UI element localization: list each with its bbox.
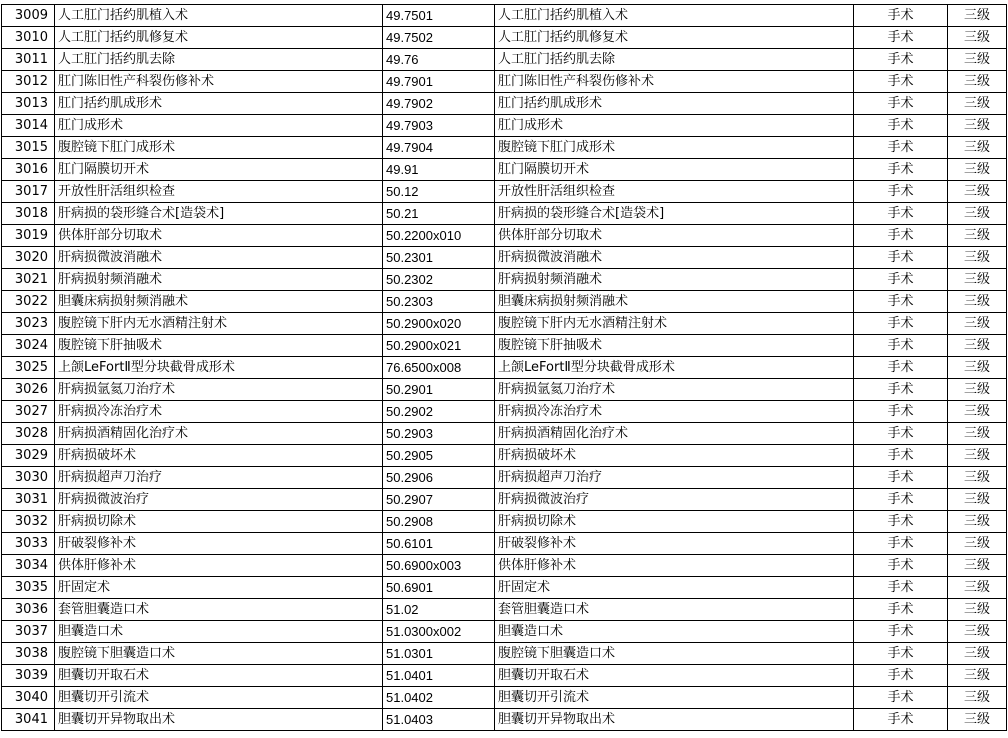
table-row — [2, 291, 1007, 313]
level-cell: 三级 — [948, 621, 1007, 643]
level-cell: 三级 — [948, 115, 1007, 137]
procedure-name-standard-cell: 肝病损射频消融术 — [495, 269, 854, 291]
procedure-name-standard-cell: 人工肛门括约肌去除 — [495, 49, 854, 71]
table-row — [2, 27, 1007, 49]
level-cell: 三级 — [948, 687, 1007, 709]
procedure-name-cell: 肝破裂修补术 — [55, 533, 383, 555]
row-number-cell: 3033 — [2, 533, 55, 555]
category-cell: 手术 — [854, 49, 948, 71]
procedure-code-cell: 49.7904 — [383, 137, 495, 159]
procedure-name-standard-cell: 胆囊切开引流术 — [495, 687, 854, 709]
level-cell: 三级 — [948, 291, 1007, 313]
procedure-name-standard-cell: 人工肛门括约肌修复术 — [495, 27, 854, 49]
category-cell: 手术 — [854, 533, 948, 555]
category-cell: 手术 — [854, 665, 948, 687]
procedure-code-cell: 50.2908 — [383, 511, 495, 533]
procedure-name-standard-cell: 肝病损微波消融术 — [495, 247, 854, 269]
procedure-code-cell: 49.76 — [383, 49, 495, 71]
procedure-name-standard-cell: 胆囊切开取石术 — [495, 665, 854, 687]
procedure-name-cell: 供体肝修补术 — [55, 555, 383, 577]
procedure-name-cell: 肝病损微波治疗 — [55, 489, 383, 511]
category-cell: 手术 — [854, 445, 948, 467]
category-cell: 手术 — [854, 687, 948, 709]
table-body — [2, 5, 1007, 731]
row-number-cell: 3013 — [2, 93, 55, 115]
procedure-name-cell: 胆囊切开取石术 — [55, 665, 383, 687]
category-cell: 手术 — [854, 577, 948, 599]
row-number-cell: 3011 — [2, 49, 55, 71]
procedure-name-standard-cell: 肝病损的袋形缝合术[造袋术] — [495, 203, 854, 225]
procedure-code-cell: 50.21 — [383, 203, 495, 225]
table-row — [2, 247, 1007, 269]
procedure-name-standard-cell: 开放性肝活组织检查 — [495, 181, 854, 203]
procedure-code-cell: 50.2302 — [383, 269, 495, 291]
procedure-code-cell: 50.2200x010 — [383, 225, 495, 247]
procedure-name-cell: 胆囊切开异物取出术 — [55, 709, 383, 731]
row-number-cell: 3015 — [2, 137, 55, 159]
table-row — [2, 665, 1007, 687]
category-cell: 手术 — [854, 291, 948, 313]
procedure-name-standard-cell: 供体肝修补术 — [495, 555, 854, 577]
table-row — [2, 225, 1007, 247]
procedure-name-standard-cell: 肝破裂修补术 — [495, 533, 854, 555]
level-cell: 三级 — [948, 313, 1007, 335]
procedure-name-standard-cell: 肝病损破坏术 — [495, 445, 854, 467]
table-row — [2, 181, 1007, 203]
category-cell: 手术 — [854, 159, 948, 181]
row-number-cell: 3022 — [2, 291, 55, 313]
procedure-code-cell: 49.7902 — [383, 93, 495, 115]
table-row — [2, 137, 1007, 159]
row-number-cell: 3030 — [2, 467, 55, 489]
procedure-name-cell: 腹腔镜下胆囊造口术 — [55, 643, 383, 665]
procedure-name-cell: 肛门括约肌成形术 — [55, 93, 383, 115]
procedure-code-cell: 49.91 — [383, 159, 495, 181]
procedure-name-cell: 肝病损射频消融术 — [55, 269, 383, 291]
category-cell: 手术 — [854, 71, 948, 93]
procedure-name-standard-cell: 肝病损冷冻治疗术 — [495, 401, 854, 423]
procedure-code-cell: 50.2907 — [383, 489, 495, 511]
table-row — [2, 71, 1007, 93]
level-cell: 三级 — [948, 181, 1007, 203]
procedure-code-cell: 51.0300x002 — [383, 621, 495, 643]
procedure-code-cell: 50.2905 — [383, 445, 495, 467]
procedure-code-cell: 51.0401 — [383, 665, 495, 687]
category-cell: 手术 — [854, 555, 948, 577]
category-cell: 手术 — [854, 423, 948, 445]
category-cell: 手术 — [854, 225, 948, 247]
procedure-name-standard-cell: 肝病损酒精固化治疗术 — [495, 423, 854, 445]
level-cell: 三级 — [948, 335, 1007, 357]
procedure-name-cell: 肛门成形术 — [55, 115, 383, 137]
category-cell: 手术 — [854, 203, 948, 225]
procedure-code-cell: 51.02 — [383, 599, 495, 621]
row-number-cell: 3029 — [2, 445, 55, 467]
level-cell: 三级 — [948, 137, 1007, 159]
row-number-cell: 3026 — [2, 379, 55, 401]
table-row — [2, 5, 1007, 27]
table-row — [2, 643, 1007, 665]
level-cell: 三级 — [948, 401, 1007, 423]
procedure-name-standard-cell: 腹腔镜下肝内无水酒精注射术 — [495, 313, 854, 335]
procedure-name-cell: 肝病损氩氦刀治疗术 — [55, 379, 383, 401]
category-cell: 手术 — [854, 489, 948, 511]
procedure-name-cell: 肝病损冷冻治疗术 — [55, 401, 383, 423]
procedure-name-standard-cell: 肛门括约肌成形术 — [495, 93, 854, 115]
procedure-name-cell: 腹腔镜下肝抽吸术 — [55, 335, 383, 357]
procedure-name-standard-cell: 肝病损氩氦刀治疗术 — [495, 379, 854, 401]
row-number-cell: 3038 — [2, 643, 55, 665]
table-row — [2, 621, 1007, 643]
procedure-name-cell: 肝病损切除术 — [55, 511, 383, 533]
procedure-code-cell: 50.12 — [383, 181, 495, 203]
procedure-code-cell: 76.6500x008 — [383, 357, 495, 379]
row-number-cell: 3024 — [2, 335, 55, 357]
procedure-code-cell: 51.0403 — [383, 709, 495, 731]
table-row — [2, 313, 1007, 335]
procedure-name-cell: 胆囊切开引流术 — [55, 687, 383, 709]
procedure-code-cell: 50.2901 — [383, 379, 495, 401]
procedure-name-standard-cell: 肝病损切除术 — [495, 511, 854, 533]
procedure-code-cell: 50.2903 — [383, 423, 495, 445]
row-number-cell: 3032 — [2, 511, 55, 533]
level-cell: 三级 — [948, 203, 1007, 225]
row-number-cell: 3027 — [2, 401, 55, 423]
table-row — [2, 709, 1007, 731]
level-cell: 三级 — [948, 49, 1007, 71]
procedure-name-cell: 肝病损的袋形缝合术[造袋术] — [55, 203, 383, 225]
row-number-cell: 3021 — [2, 269, 55, 291]
procedure-code-cell: 50.2900x021 — [383, 335, 495, 357]
category-cell: 手术 — [854, 181, 948, 203]
procedure-code-cell: 50.2902 — [383, 401, 495, 423]
table-row — [2, 489, 1007, 511]
level-cell: 三级 — [948, 511, 1007, 533]
level-cell: 三级 — [948, 269, 1007, 291]
level-cell: 三级 — [948, 27, 1007, 49]
procedure-name-standard-cell: 供体肝部分切取术 — [495, 225, 854, 247]
procedure-name-standard-cell: 肝病损超声刀治疗 — [495, 467, 854, 489]
procedure-name-cell: 肝病损微波消融术 — [55, 247, 383, 269]
level-cell: 三级 — [948, 93, 1007, 115]
procedure-name-cell: 肝病损超声刀治疗 — [55, 467, 383, 489]
level-cell: 三级 — [948, 379, 1007, 401]
row-number-cell: 3036 — [2, 599, 55, 621]
category-cell: 手术 — [854, 93, 948, 115]
procedure-name-standard-cell: 肛门成形术 — [495, 115, 854, 137]
category-cell: 手术 — [854, 357, 948, 379]
category-cell: 手术 — [854, 621, 948, 643]
category-cell: 手术 — [854, 709, 948, 731]
procedure-code-cell: 50.2303 — [383, 291, 495, 313]
procedure-name-standard-cell: 肝固定术 — [495, 577, 854, 599]
table-row — [2, 357, 1007, 379]
category-cell: 手术 — [854, 467, 948, 489]
row-number-cell: 3018 — [2, 203, 55, 225]
level-cell: 三级 — [948, 423, 1007, 445]
category-cell: 手术 — [854, 313, 948, 335]
procedure-name-standard-cell: 腹腔镜下肛门成形术 — [495, 137, 854, 159]
category-cell: 手术 — [854, 5, 948, 27]
table-row — [2, 401, 1007, 423]
procedure-code-cell: 49.7501 — [383, 5, 495, 27]
procedure-name-standard-cell: 胆囊造口术 — [495, 621, 854, 643]
category-cell: 手术 — [854, 247, 948, 269]
category-cell: 手术 — [854, 115, 948, 137]
level-cell: 三级 — [948, 247, 1007, 269]
procedure-code-cell: 51.0301 — [383, 643, 495, 665]
row-number-cell: 3014 — [2, 115, 55, 137]
procedure-name-cell: 肛门隔膜切开术 — [55, 159, 383, 181]
procedure-name-cell: 上颌LeFortⅡ型分块截骨成形术 — [55, 357, 383, 379]
category-cell: 手术 — [854, 27, 948, 49]
table-row — [2, 423, 1007, 445]
category-cell: 手术 — [854, 379, 948, 401]
procedure-code-cell: 51.0402 — [383, 687, 495, 709]
row-number-cell: 3009 — [2, 5, 55, 27]
category-cell: 手术 — [854, 511, 948, 533]
level-cell: 三级 — [948, 489, 1007, 511]
table-row — [2, 115, 1007, 137]
table-row — [2, 445, 1007, 467]
table-row — [2, 93, 1007, 115]
procedure-name-standard-cell: 肝病损微波治疗 — [495, 489, 854, 511]
procedure-name-cell: 肝病损破坏术 — [55, 445, 383, 467]
procedure-name-standard-cell: 腹腔镜下肝抽吸术 — [495, 335, 854, 357]
table-row — [2, 577, 1007, 599]
row-number-cell: 3023 — [2, 313, 55, 335]
procedure-code-cell: 50.6901 — [383, 577, 495, 599]
procedure-name-cell: 套管胆囊造口术 — [55, 599, 383, 621]
procedure-name-cell: 开放性肝活组织检查 — [55, 181, 383, 203]
procedure-code-cell: 49.7903 — [383, 115, 495, 137]
procedure-name-cell: 肝固定术 — [55, 577, 383, 599]
table-row — [2, 335, 1007, 357]
procedure-name-cell: 供体肝部分切取术 — [55, 225, 383, 247]
procedure-name-cell: 腹腔镜下肛门成形术 — [55, 137, 383, 159]
row-number-cell: 3028 — [2, 423, 55, 445]
level-cell: 三级 — [948, 445, 1007, 467]
category-cell: 手术 — [854, 599, 948, 621]
procedure-code-cell: 49.7502 — [383, 27, 495, 49]
category-cell: 手术 — [854, 401, 948, 423]
level-cell: 三级 — [948, 577, 1007, 599]
procedure-name-standard-cell: 人工肛门括约肌植入术 — [495, 5, 854, 27]
row-number-cell: 3037 — [2, 621, 55, 643]
row-number-cell: 3010 — [2, 27, 55, 49]
procedure-name-standard-cell: 腹腔镜下胆囊造口术 — [495, 643, 854, 665]
level-cell: 三级 — [948, 467, 1007, 489]
procedure-code-cell: 50.6101 — [383, 533, 495, 555]
procedure-code-cell: 50.2900x020 — [383, 313, 495, 335]
level-cell: 三级 — [948, 533, 1007, 555]
row-number-cell: 3034 — [2, 555, 55, 577]
category-cell: 手术 — [854, 335, 948, 357]
table-row — [2, 379, 1007, 401]
category-cell: 手术 — [854, 269, 948, 291]
level-cell: 三级 — [948, 5, 1007, 27]
table-row — [2, 467, 1007, 489]
procedure-name-cell: 人工肛门括约肌植入术 — [55, 5, 383, 27]
procedure-name-cell: 人工肛门括约肌去除 — [55, 49, 383, 71]
row-number-cell: 3012 — [2, 71, 55, 93]
row-number-cell: 3016 — [2, 159, 55, 181]
row-number-cell: 3031 — [2, 489, 55, 511]
procedure-name-standard-cell: 上颌LeFortⅡ型分块截骨成形术 — [495, 357, 854, 379]
procedure-name-standard-cell: 胆囊床病损射频消融术 — [495, 291, 854, 313]
table-row — [2, 599, 1007, 621]
row-number-cell: 3017 — [2, 181, 55, 203]
procedure-name-standard-cell: 肛门隔膜切开术 — [495, 159, 854, 181]
category-cell: 手术 — [854, 137, 948, 159]
category-cell: 手术 — [854, 643, 948, 665]
level-cell: 三级 — [948, 643, 1007, 665]
procedure-code-cell: 49.7901 — [383, 71, 495, 93]
procedure-name-cell: 胆囊床病损射频消融术 — [55, 291, 383, 313]
level-cell: 三级 — [948, 225, 1007, 247]
row-number-cell: 3040 — [2, 687, 55, 709]
table-row — [2, 511, 1007, 533]
level-cell: 三级 — [948, 665, 1007, 687]
procedure-name-standard-cell: 肛门陈旧性产科裂伤修补术 — [495, 71, 854, 93]
level-cell: 三级 — [948, 159, 1007, 181]
row-number-cell: 3020 — [2, 247, 55, 269]
procedure-name-cell: 人工肛门括约肌修复术 — [55, 27, 383, 49]
procedure-name-cell: 肛门陈旧性产科裂伤修补术 — [55, 71, 383, 93]
procedure-code-cell: 50.2301 — [383, 247, 495, 269]
procedure-name-cell: 腹腔镜下肝内无水酒精注射术 — [55, 313, 383, 335]
row-number-cell: 3025 — [2, 357, 55, 379]
procedure-name-standard-cell: 套管胆囊造口术 — [495, 599, 854, 621]
row-number-cell: 3041 — [2, 709, 55, 731]
table-row — [2, 687, 1007, 709]
level-cell: 三级 — [948, 71, 1007, 93]
row-number-cell: 3039 — [2, 665, 55, 687]
procedure-table — [1, 4, 1007, 731]
row-number-cell: 3035 — [2, 577, 55, 599]
procedure-name-cell: 肝病损酒精固化治疗术 — [55, 423, 383, 445]
table-row — [2, 533, 1007, 555]
row-number-cell: 3019 — [2, 225, 55, 247]
procedure-code-cell: 50.2906 — [383, 467, 495, 489]
procedure-name-standard-cell: 胆囊切开异物取出术 — [495, 709, 854, 731]
table-row — [2, 49, 1007, 71]
table-row — [2, 203, 1007, 225]
table-row — [2, 159, 1007, 181]
level-cell: 三级 — [948, 555, 1007, 577]
level-cell: 三级 — [948, 599, 1007, 621]
table-row — [2, 269, 1007, 291]
level-cell: 三级 — [948, 709, 1007, 731]
procedure-name-cell: 胆囊造口术 — [55, 621, 383, 643]
level-cell: 三级 — [948, 357, 1007, 379]
procedure-code-cell: 50.6900x003 — [383, 555, 495, 577]
table-row — [2, 555, 1007, 577]
